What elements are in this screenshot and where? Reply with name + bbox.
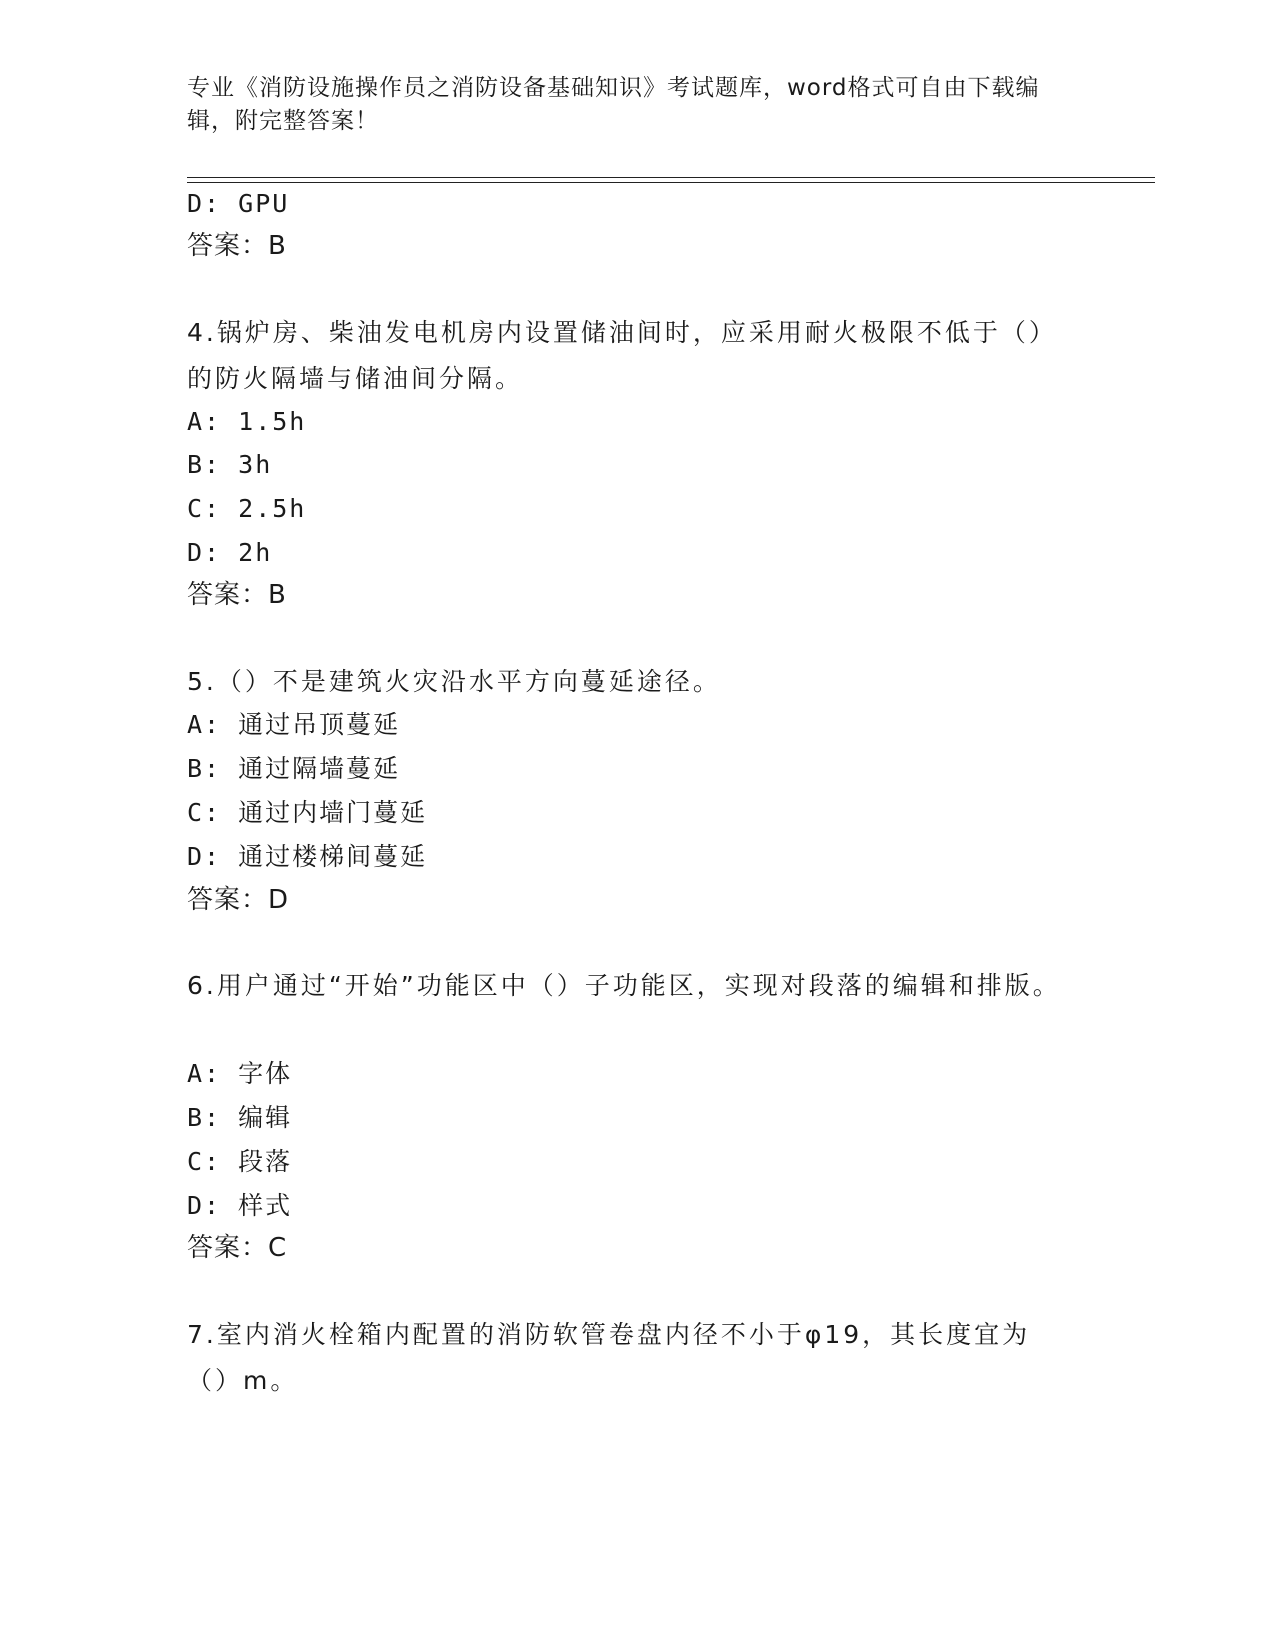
question-4-answer: 答案：B [187, 580, 287, 610]
question-4-option-a: A: 1.5h [187, 407, 307, 436]
question-5-answer: 答案：D [187, 885, 290, 915]
question-7-stem: 7.室内消火栓箱内配置的消防软管卷盘内径不小于φ19，其长度宜为（）m。 [187, 1320, 1031, 1395]
question-4-option-d: D: 2h [187, 538, 273, 567]
question-6-answer: 答案：C [187, 1233, 288, 1263]
question-5-stem: 5.（）不是建筑火灾沿水平方向蔓延途径。 [187, 667, 721, 696]
prev-answer: 答案：B [187, 231, 287, 261]
header-rule-bottom [187, 182, 1155, 183]
question-4-option-c: C: 2.5h [187, 494, 307, 523]
question-6-option-d: D: 样式 [187, 1191, 293, 1220]
question-6-option-a: A: 字体 [187, 1059, 293, 1088]
question-6-stem: 6.用户通过“开始”功能区中（）子功能区，实现对段落的编辑和排版。 [187, 971, 1061, 1000]
document-header: 专业《消防设施操作员之消防设备基础知识》考试题库，word格式可自由下载编辑，附完整答案！ [187, 75, 1040, 134]
question-4-stem: 4.锅炉房、柴油发电机房内设置储油间时，应采用耐火极限不低于（）的防火隔墙与储油间分隔。 [187, 318, 1057, 393]
question-6-option-b: B: 编辑 [187, 1103, 293, 1132]
question-5-option-a: A: 通过吊顶蔓延 [187, 710, 401, 739]
question-6-option-c: C: 段落 [187, 1147, 293, 1176]
question-5-option-d: D: 通过楼梯间蔓延 [187, 842, 428, 871]
prev-option-d: D: GPU [187, 189, 290, 218]
question-5-option-b: B: 通过隔墙蔓延 [187, 754, 401, 783]
header-rule-top [187, 177, 1155, 178]
question-4-option-b: B: 3h [187, 450, 273, 479]
question-5-option-c: C: 通过内墙门蔓延 [187, 798, 428, 827]
